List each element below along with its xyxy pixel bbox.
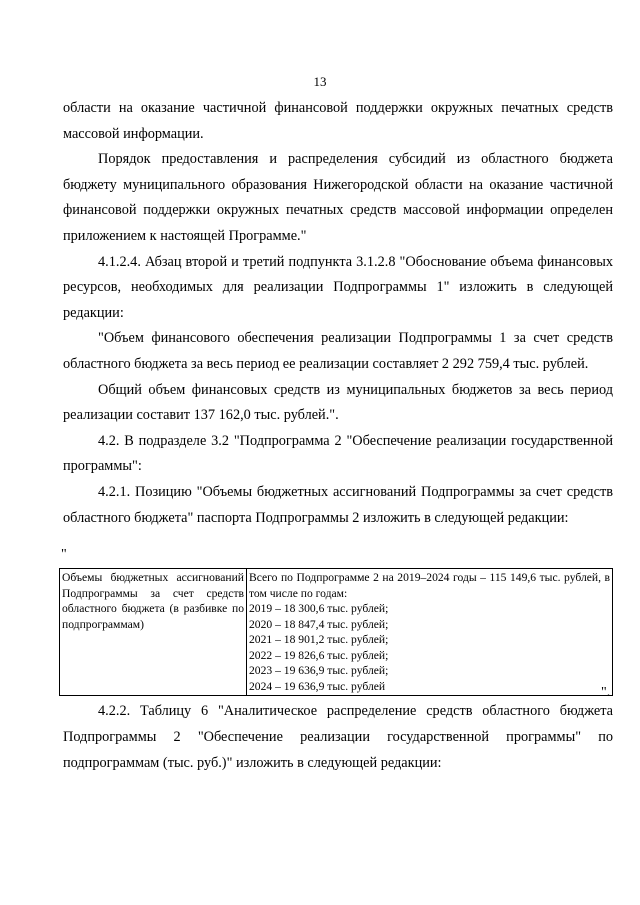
budget-total-line: Всего по Подпрограмме 2 на 2019–2024 годы – 115 149,6 тыс. рублей, в том числе по годам:: [249, 571, 610, 600]
budget-year-line: 2020 – 18 847,4 тыс. рублей;: [249, 617, 389, 631]
budget-year-line: 2022 – 19 826,6 тыс. рублей;: [249, 648, 389, 662]
table-value-cell: [247, 569, 613, 696]
budget-year-line: 2019 – 18 300,6 тыс. рублей;: [249, 602, 389, 615]
body-text-top: [63, 96, 613, 531]
paragraph-continuation: области на оказание частичной финансовой поддержки окружных печатных средств массовой информации.: [63, 100, 613, 142]
paragraph-4-2-1: 4.2.1. Позицию "Объемы бюджетных ассигнований Подпрограммы за счет средств областного бюджета" паспорта Подпрограммы 2 изложить в следующей редакции:: [63, 483, 613, 526]
paragraph-financing-volume: "Объем финансового обеспечения реализации Подпрограммы 1 за счет средств областного бюджета за весь период ее реализации составляет 2 292 759,4 тыс. рублей.: [63, 330, 613, 372]
table-row: [60, 569, 613, 696]
budget-year-line: 2024 – 19 636,9 тыс. рублей: [249, 679, 386, 693]
passport-table: [59, 568, 613, 696]
paragraph-municipal-budgets: Общий объем финансовых средств из муниципальных бюджетов за весь период реализации составит 137 162,0 тыс. рублей.".: [63, 381, 613, 424]
body-text-bottom: [63, 698, 613, 776]
budget-year-line: 2021 – 18 901,2 тыс. рублей;: [249, 633, 389, 646]
opening-quote: ": [61, 547, 67, 562]
page-number: 13: [313, 74, 327, 89]
table-label-cell: Объемы бюджетных ассигнований Подпрограммы за счет средств областного бюджета (в разбивке по подпрограммам): [60, 569, 247, 696]
budget-year-line: 2023 – 19 636,9 тыс. рублей;: [249, 664, 389, 677]
paragraph-4-2: 4.2. В подразделе 3.2 "Подпрограмма 2 "Обеспечение реализации государственной программы":: [63, 432, 613, 475]
paragraph-4-1-2-4: 4.1.2.4. Абзац второй и третий подпункта 3.1.2.8 "Обоснование объема финансовых ресурсов, необходимых для реализации Подпрограммы 1" изложить в следующей редакции:: [63, 253, 613, 321]
closing-quote: ".: [601, 685, 611, 700]
paragraph-4-2-2: 4.2.2. Таблицу 6 "Аналитическое распределение средств областного бюджета Подпрограммы 2 "Обеспечение реализации государственной программы" по подпрограммам (тыс. руб.)" изложить в следующей редакции:: [63, 703, 613, 771]
paragraph-subsidy-procedure: Порядок предоставления и распределения субсидий из областного бюджета бюджету муниципального образования Нижегородской области на оказание частичной финансовой поддержки окружных печатных средств массовой информации определен приложением к настоящей Программе.": [63, 151, 613, 244]
